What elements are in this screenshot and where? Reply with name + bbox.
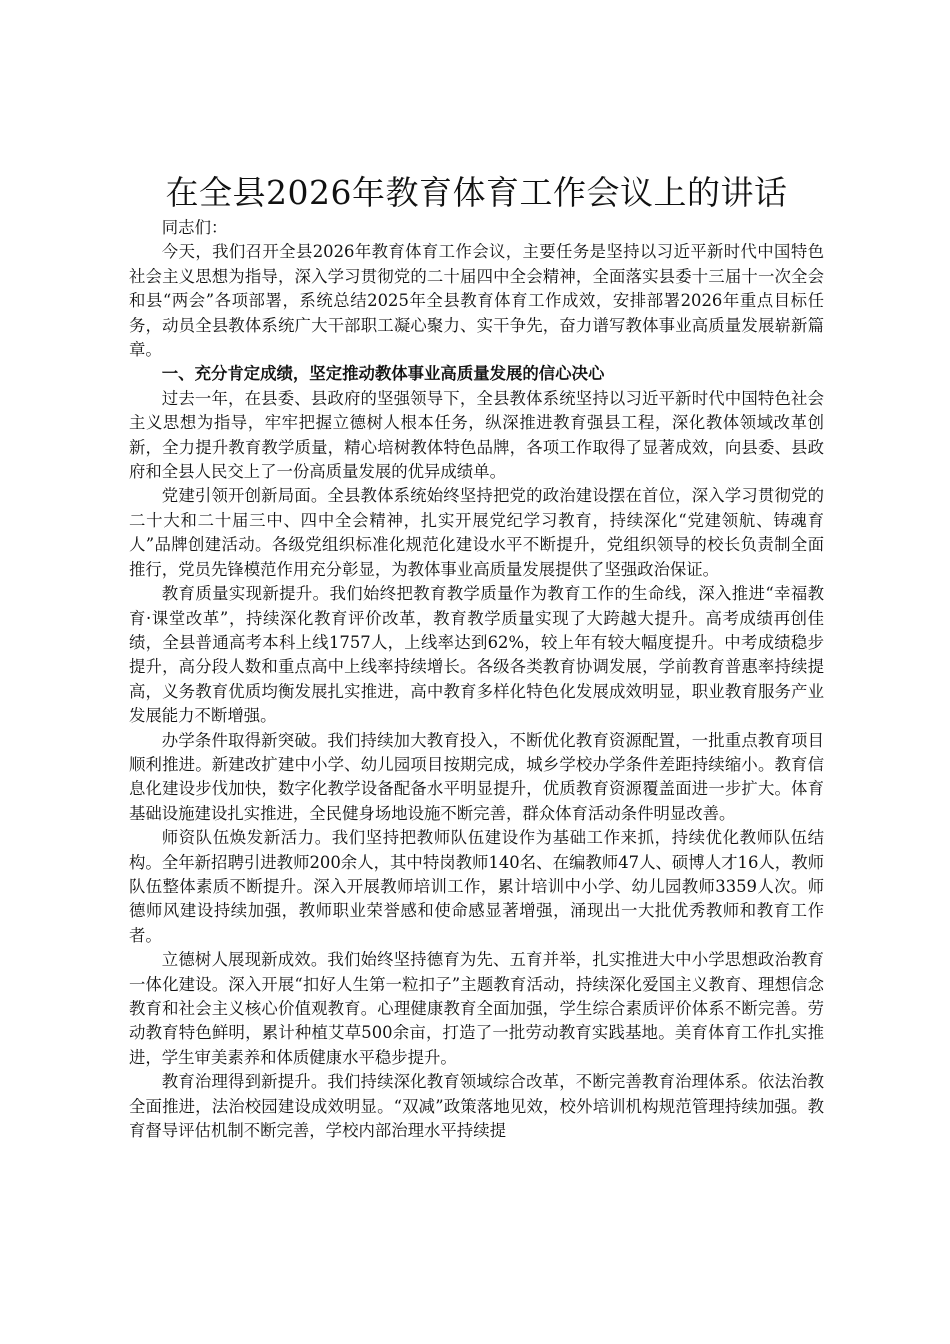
document-title: 在全县2026年教育体育工作会议上的讲话 (165, 173, 788, 212)
paragraph-school-conditions: 办学条件取得新突破。我们持续加大教育投入，不断优化教育资源配置，一批重点教育项目顺利推进。新建改扩建中小学、幼儿园项目按期完成，城乡学校办学条件差距持续缩小。教育信息化建设步伐加快，数字化教学设备配备水平明显提升，优质教育资源覆盖面进一步扩大。体育基础设施建设扎实推进，全民健身场地设施不断完善，群众体育活动条件明显改善。 (129, 730, 824, 823)
paragraph-teachers: 师资队伍焕发新活力。我们坚持把教师队伍建设作为基础工作来抓，持续优化教师队伍结构。全年新招聘引进教师200余人，其中特岗教师140名、在编教师47人、硕博人才16人，教师队伍整体素质不断提升。深入开展教师培训工作，累计培训中小学、幼儿园教师3359人次。师德师风建设持续加强，教师职业荣誉感和使命感显著增强，涌现出一大批优秀教师和教育工作者。 (129, 828, 824, 945)
paragraph-education-quality: 教育质量实现新提升。我们始终把教育教学质量作为教育工作的生命线，深入推进“幸福教育·课堂改革”，持续深化教育评价改革，教育教学质量实现了大跨越大提升。高考成绩再创佳绩，全县普通高考本科上线1757人，上线率达到62%，较上年有较大幅度提升。中考成绩稳步提升，高分段人数和重点高中上线率持续增长。各级各类教育协调发展，学前教育普惠率持续提高，义务教育优质均衡发展扎实推进，高中教育多样化特色化发展成效明显，职业教育服务产业发展能力不断增强。 (129, 584, 824, 726)
salutation: 同志们： (161, 218, 228, 237)
paragraph-intro: 今天，我们召开全县2026年教育体育工作会议，主要任务是坚持以习近平新时代中国特色社会主义思想为指导，深入学习贯彻党的二十届四中全会精神，全面落实县委十三届十一次全会和县“两会”各项部署，系统总结2025年全县教育体育工作成效，安排部署2026年重点目标任务，动员全县教体系统广大干部职工凝心聚力、实干争先，奋力谱写教体事业高质量发展崭新篇章。 (129, 242, 824, 360)
section-heading-1: 一、充分肯定成绩，坚定推动教体事业高质量发展的信心决心 (161, 364, 605, 384)
paragraph-review: 过去一年，在县委、县政府的坚强领导下，全县教体系统坚持以习近平新时代中国特色社会主义思想为指导，牢牢把握立德树人根本任务，纵深推进教育强县工程，深化教体领域改革创新，全力提升教育教学质量，精心培树教体特色品牌，各项工作取得了显著成效，向县委、县政府和全县人民交上了一份高质量发展的优异成绩单。 (129, 388, 824, 482)
paragraph-governance: 教育治理得到新提升。我们持续深化教育领域综合改革，不断完善教育治理体系。依法治教全面推进，法治校园建设成效明显。“双减”政策落地见效，校外培训机构规范管理持续加强。教育督导评估机制不断完善，学校内部治理水平持续提 (129, 1072, 824, 1141)
paragraph-party-building: 党建引领开创新局面。全县教体系统始终坚持把党的政治建设摆在首位，深入学习贯彻党的二十大和二十届三中、四中全会精神，扎实开展党纪学习教育，持续深化“党建领航、铸魂育人”品牌创建活动。各级党组织标准化规范化建设水平不断提升，党组织领导的校长负责制全面推行，党员先锋模范作用充分彰显，为教体事业高质量发展提供了坚强政治保证。 (129, 486, 824, 579)
paragraph-moral-education: 立德树人展现新成效。我们始终坚持德育为先、五育并举，扎实推进大中小学思想政治教育一体化建设。深入开展“扣好人生第一粒扣子”主题教育活动，持续深化爱国主义教育、理想信念教育和社会主义核心价值观教育。心理健康教育全面加强，学生综合素质评价体系不断完善。劳动教育特色鲜明，累计种植艾草500余亩，打造了一批劳动教育实践基地。美育体育工作扎实推进，学生审美素养和体质健康水平稳步提升。 (129, 950, 824, 1067)
document-page (129, 170, 824, 1143)
